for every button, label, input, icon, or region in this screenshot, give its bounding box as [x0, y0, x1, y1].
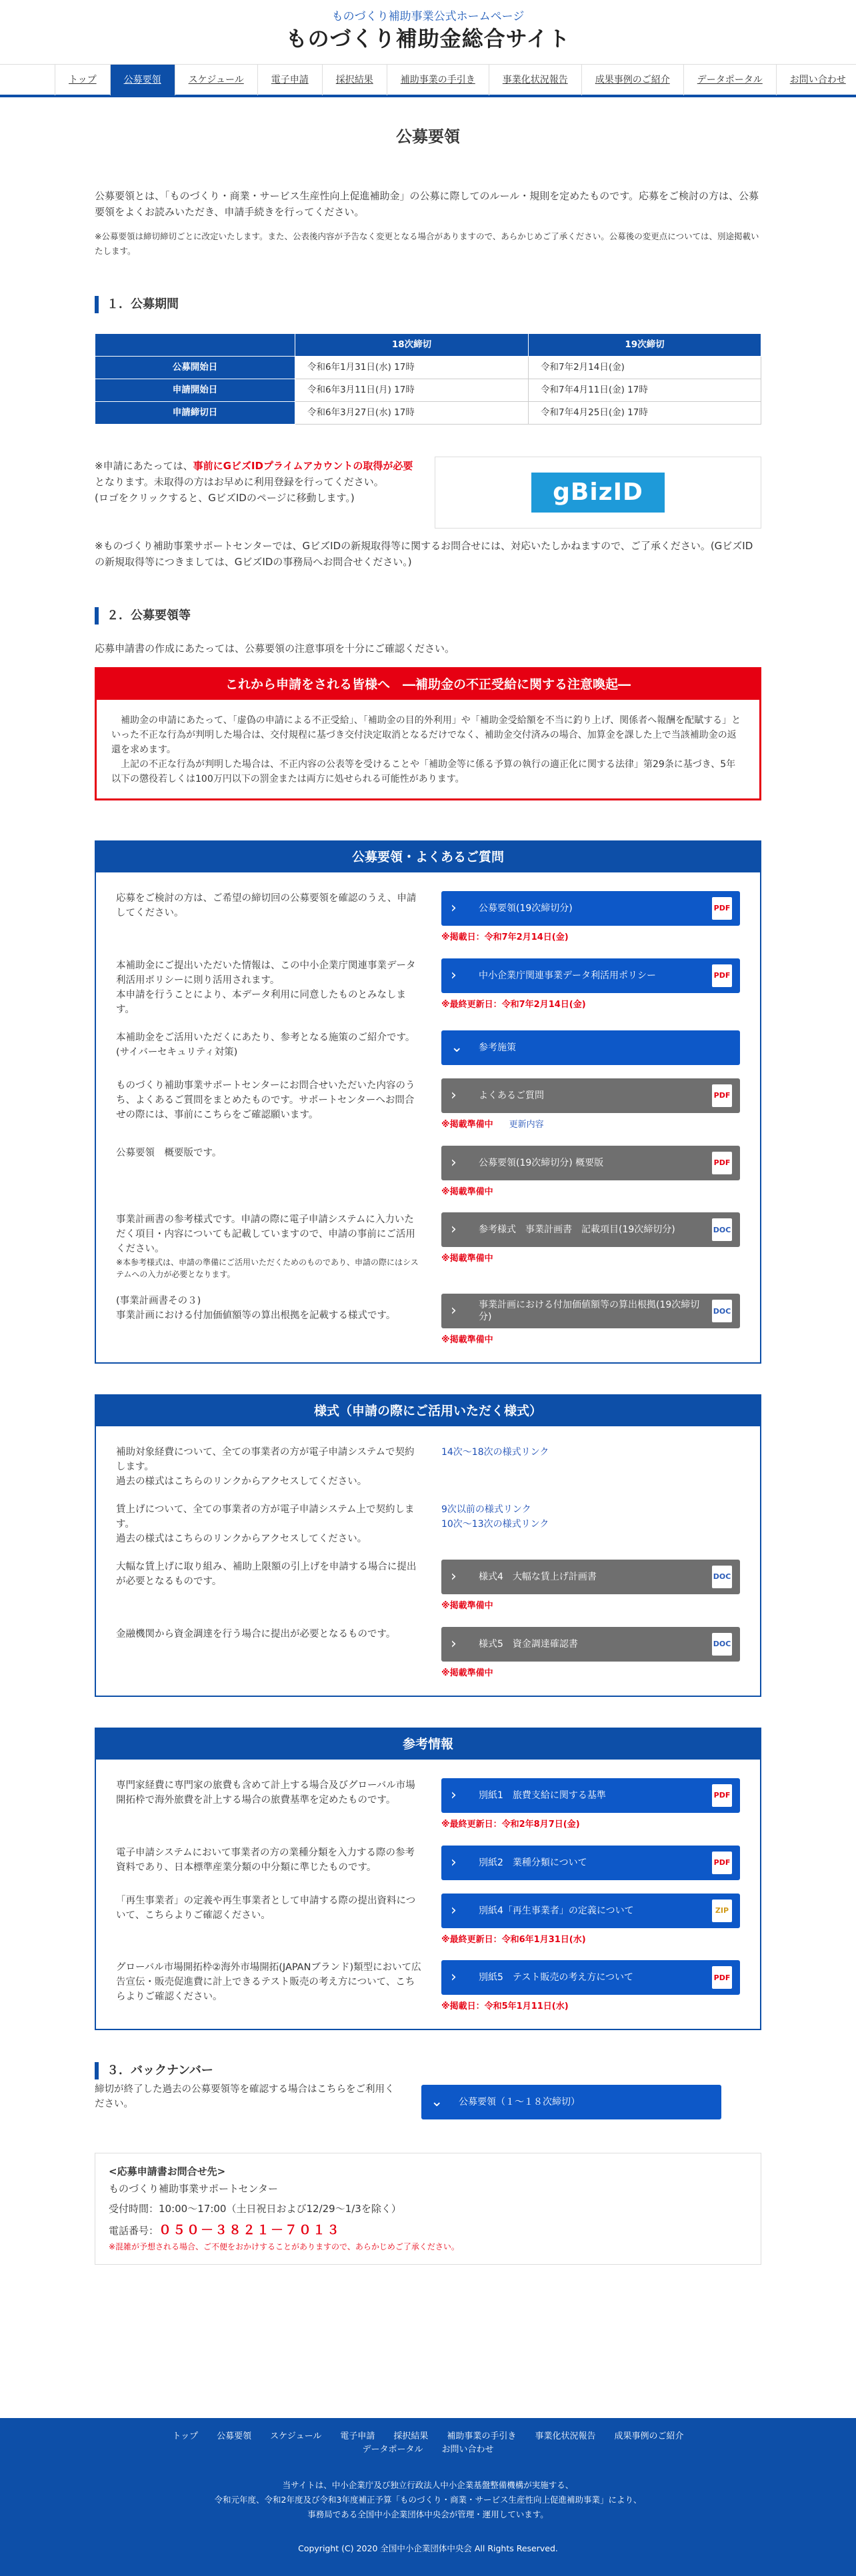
- period-col-18: 18次締切: [295, 334, 529, 357]
- button-label: 参考様式 事業計画書 記載項目(19次締切分): [478, 1224, 675, 1236]
- document-button[interactable]: [441, 1894, 740, 1928]
- nav-item[interactable]: 電子申請: [257, 65, 322, 95]
- nav-item[interactable]: 採択結果: [322, 65, 387, 95]
- nav-item[interactable]: 成果事例のご紹介: [581, 65, 683, 95]
- posting-note: [441, 1118, 740, 1132]
- row-description: [116, 1560, 428, 1614]
- document-button[interactable]: [441, 1146, 740, 1180]
- panel-row: [116, 1146, 740, 1200]
- footer-nav: [0, 2430, 856, 2457]
- chevron-down-icon: ⌄: [431, 2093, 443, 2111]
- contact-title: <応募申請書お問合せ先>: [109, 2165, 226, 2178]
- row-actions: [441, 1146, 740, 1200]
- posting-note-text: ※掲載日：令和7年2月14日(金): [441, 932, 569, 942]
- posting-note: [441, 931, 740, 945]
- button-label: 別紙1 旅費支給に関する基準: [478, 1790, 606, 1801]
- panel-row: [116, 1894, 740, 1947]
- form-link[interactable]: 10次〜13次の様式リンク: [441, 1519, 549, 1530]
- footer-nav-link[interactable]: 公募要領: [217, 2431, 252, 2441]
- gbiz-emphasis: 事前にGビズIDプライムアカウントの取得が必要: [193, 460, 413, 472]
- faq-panel-title: 公募要領・よくあるご質問: [96, 842, 760, 872]
- row-description: [116, 1212, 428, 1280]
- pdf-file-icon: PDF: [712, 964, 732, 987]
- description-text: (事業計画書その３) 事業計画における付加価値額等の算出根拠を記載する様式です。: [116, 1296, 396, 1322]
- doc-file-icon: DOC: [712, 1566, 732, 1588]
- pdf-file-icon: PDF: [712, 1152, 732, 1174]
- description-text: 本補助金にご提出いただいた情報は、この中小企業庁関連事業データ利活用ポリシーに則り活用されます。 本申請を行うことにより、本データ利用に同意したものとみなします。: [116, 960, 416, 1015]
- chevron-right-icon: ›: [450, 1302, 457, 1320]
- posting-note-text: ※最終更新日：令和7年2月14日(金): [441, 999, 586, 1010]
- caution-box: [95, 667, 761, 800]
- panel-row: [116, 1445, 740, 1489]
- button-label: 中小企業庁関連事業データ利活用ポリシー: [478, 970, 656, 981]
- table-cell: 令和7年4月25日(金) 17時: [529, 402, 761, 425]
- table-row: [95, 379, 761, 402]
- posting-note: [441, 1933, 740, 1947]
- caution-title: これから申請をされる皆様へ ―補助金の不正受給に関する注意喚起―: [97, 669, 759, 700]
- table-cell: 令和6年3月11日(月) 17時: [295, 379, 529, 402]
- panel-row: [116, 1846, 740, 1880]
- panel-row: [116, 1078, 740, 1132]
- posting-note-text: ※掲載準備中: [441, 1186, 493, 1197]
- nav-item[interactable]: トップ: [55, 65, 110, 95]
- panel-row: [116, 1212, 740, 1280]
- chevron-right-icon: ›: [450, 900, 457, 916]
- row-description: [116, 1846, 428, 1880]
- ref-panel-title: 参考情報: [96, 1729, 760, 1760]
- panel-row: [116, 1960, 740, 2014]
- row-actions: [441, 1078, 740, 1132]
- row-actions: [441, 958, 740, 1017]
- site-header: [0, 0, 856, 64]
- posting-note-text: ※掲載準備中: [441, 1119, 493, 1130]
- chevron-right-icon: ›: [450, 1969, 457, 1986]
- row-description: [116, 1894, 428, 1947]
- button-label: 別紙2 業種分類について: [478, 1857, 587, 1868]
- chevron-right-icon: ›: [450, 1086, 457, 1104]
- posting-note-text: ※掲載準備中: [441, 1254, 493, 1264]
- row-description: [116, 1960, 428, 2014]
- posting-note-text: ※掲載準備中: [441, 1668, 493, 1678]
- update-link[interactable]: 更新内容: [509, 1119, 544, 1130]
- button-label: 公募要領(19次締切分) 概要版: [478, 1157, 604, 1168]
- document-button[interactable]: [441, 1030, 740, 1065]
- chevron-right-icon: ›: [450, 1902, 457, 1919]
- panel-row: [116, 1560, 740, 1614]
- row-label: 申請締切日: [95, 402, 295, 425]
- row-actions: [441, 1294, 740, 1348]
- document-button[interactable]: [441, 1778, 740, 1813]
- notes-heading: ２．公募要領等: [95, 607, 761, 625]
- chevron-right-icon: ›: [450, 966, 457, 984]
- row-actions: [441, 1894, 740, 1947]
- row-label: 公募開始日: [95, 357, 295, 379]
- posting-note-text: ※最終更新日：令和6年1月31日(水): [441, 1934, 586, 1945]
- description-text: グローバル市場開拓枠②海外市場開拓(JAPANブランド)類型において広告宣伝・販売促進費に計上できるテスト販売の考え方について、こちらよりご確認ください。: [116, 1962, 421, 2003]
- period-table: [95, 333, 761, 425]
- pdf-file-icon: PDF: [712, 897, 732, 920]
- description-text: 本補助金をご活用いただくにあたり、参考となる施策のご紹介です。(サイバーセキュリティ対策): [116, 1032, 415, 1058]
- posting-note: [441, 1334, 740, 1348]
- button-label: 事業計画における付加価値額等の算出根拠(19次締切分): [478, 1300, 700, 1323]
- document-button[interactable]: [441, 891, 740, 926]
- tel-number[interactable]: ０５０－３８２１－７０１３: [159, 2223, 341, 2238]
- table-row: [95, 402, 761, 425]
- forms-panel-title: 様式（申請の際にご活用いただく様式）: [96, 1396, 760, 1426]
- row-actions: [441, 1560, 740, 1614]
- table-cell: 令和6年1月31日(水) 17時: [295, 357, 529, 379]
- document-button[interactable]: [441, 1078, 740, 1113]
- pdf-file-icon: PDF: [712, 1784, 732, 1807]
- footer-nav-link[interactable]: トップ: [172, 2431, 199, 2441]
- footer-nav-link[interactable]: 採択結果: [393, 2431, 429, 2441]
- chevron-right-icon: ›: [450, 1568, 457, 1586]
- document-button[interactable]: [441, 1846, 740, 1880]
- row-description: [116, 958, 428, 1017]
- copyright: Copyright (C) 2020 全国中小企業団体中央会 All Rights Reserved.: [298, 2543, 558, 2553]
- description-text: 事業計画書の参考様式です。申請の際に電子申請システムに入力いただく項目・内容についても記載していますので、申請の事前にご活用ください。: [116, 1214, 415, 1255]
- gbiz-logo-box[interactable]: [435, 457, 761, 529]
- description-text: 応募をご検討の方は、ご希望の締切回の公募要領を確認のうえ、申請してください。: [116, 893, 417, 918]
- global-nav: [0, 64, 856, 97]
- description-text: 大幅な賃上げに取り組み、補助上限額の引上げを申請する場合に提出が必要となるものです。: [116, 1562, 417, 1588]
- nav-item[interactable]: 公募要領: [110, 65, 175, 95]
- nav-item[interactable]: スケジュール: [175, 65, 257, 95]
- form-link[interactable]: 9次以前の様式リンク: [441, 1504, 531, 1516]
- doc-file-icon: DOC: [712, 1300, 732, 1322]
- description-text: 「再生事業者」の定義や再生事業者として申請する際の提出資料について、こちらよりご確認ください。: [116, 1895, 416, 1921]
- chevron-right-icon: ›: [450, 1635, 457, 1652]
- row-actions: [441, 891, 740, 945]
- posting-note: [441, 1667, 740, 1681]
- nav-item[interactable]: お問い合わせ: [776, 65, 856, 95]
- tel-note: ※混雑が予想される場合、ご不便をおかけすることがありますので、あらかじめご了承ください。: [109, 2242, 459, 2252]
- posting-note: [441, 1186, 740, 1200]
- footer-nav-link[interactable]: スケジュール: [270, 2431, 322, 2441]
- posting-note-text: ※掲載準備中: [441, 1601, 493, 1612]
- row-actions: [441, 1627, 740, 1681]
- footer-nav-link[interactable]: 電子申請: [340, 2431, 375, 2441]
- contact-hours: 受付時間：10:00〜17:00（土日祝日および12/29〜1/3を除く）: [109, 2203, 401, 2215]
- posting-note-text: ※掲載準備中: [441, 1335, 493, 1346]
- row-description: [116, 1030, 428, 1065]
- period-col-19: 19次締切: [529, 334, 761, 357]
- footer-nav-link[interactable]: データポータル: [362, 2445, 423, 2455]
- document-button[interactable]: [441, 1960, 740, 1995]
- row-description: [116, 1502, 428, 1546]
- posting-note: [441, 1252, 740, 1266]
- description-text: 賃上げについて、全ての事業者の方が電子申請システム上で契約します。 過去の様式はこちらのリンクからアクセスしてください。: [116, 1504, 415, 1545]
- footer-nav-link[interactable]: お問い合わせ: [441, 2445, 494, 2455]
- faq-panel: [95, 840, 761, 1364]
- footer-line: 事務局である全国中小企業団体中央会が管理・運用しています。: [307, 2509, 549, 2519]
- doc-file-icon: DOC: [712, 1633, 732, 1656]
- button-label: 様式4 大幅な賃上げ計画書: [478, 1572, 597, 1583]
- gbizid-logo[interactable]: gBizID: [531, 473, 665, 513]
- main-content: [95, 124, 761, 2265]
- button-label: 別紙5 テスト販売の考え方について: [478, 1972, 634, 1983]
- posting-note-text: ※掲載日：令和5年1月11日(水): [441, 2001, 569, 2012]
- row-description: [116, 1294, 428, 1348]
- form-link[interactable]: 14次〜18次の様式リンク: [441, 1447, 549, 1458]
- posting-note: [441, 1818, 740, 1832]
- posting-note: [441, 998, 740, 1012]
- panel-row: [116, 1294, 740, 1348]
- panel-row: [116, 1627, 740, 1681]
- backnumber-heading: ３．バックナンバー: [95, 2062, 761, 2079]
- button-label: 公募要領(19次締切分): [478, 903, 573, 914]
- button-label: 参考施策: [478, 1042, 516, 1053]
- table-cell: 令和6年3月27日(水) 17時: [295, 402, 529, 425]
- row-actions: [441, 1960, 740, 2014]
- panel-row: [116, 1502, 740, 1546]
- site-footer: [0, 2418, 856, 2576]
- row-actions: [441, 1778, 740, 1832]
- row-label: 申請開始日: [95, 379, 295, 402]
- chevron-right-icon: ›: [450, 1786, 457, 1804]
- zip-file-icon: ZIP: [712, 1900, 732, 1922]
- backnumber-button[interactable]: [421, 2085, 721, 2119]
- document-button[interactable]: [441, 1212, 740, 1247]
- backnumber-desc: 締切が終了した過去の公募要領等を確認する場合はこちらをご利用ください。: [95, 2084, 395, 2110]
- description-text: ものづくり補助事業サポートセンターにお問合せいただいた内容のうち、よくあるご質問をまとめたものです。サポートセンターへお問合せの際には、事前にこちらをご確認願います。: [116, 1080, 415, 1120]
- nav-item[interactable]: データポータル: [683, 65, 776, 95]
- panel-row: [116, 1030, 740, 1065]
- pdf-file-icon: PDF: [712, 1966, 732, 1989]
- gbiz-prefix: ※申請にあたっては、: [95, 460, 193, 472]
- posting-note-text: ※最終更新日：令和2年8月7日(金): [441, 1819, 580, 1830]
- intro-text: 公募要領とは、「ものづくり・商業・サービス生産性向上促進補助金」の公募に際してのルール・規則を定めたものです。応募をご検討の方は、公募要領をよくお読みいただき、申請手続きを行ってください。: [95, 190, 759, 218]
- nav-item[interactable]: 補助事業の手引き: [387, 65, 489, 95]
- row-actions: [441, 1030, 740, 1065]
- footer-line: 当サイトは、中小企業庁及び独立行政法人中小企業基盤整備機構が実施する、: [282, 2480, 574, 2490]
- notes-lead: 応募申請書の作成にあたっては、公募要領の注意事項を十分にご確認ください。: [95, 643, 455, 654]
- row-actions: [441, 1502, 740, 1546]
- contact-tel: [109, 2220, 747, 2241]
- posting-note: [441, 2000, 740, 2014]
- caution-body: [97, 700, 759, 798]
- row-actions: [441, 1445, 740, 1489]
- gbiz-note: ※ものづくり補助事業サポートセンターでは、GビズIDの新規取得等に関するお問合せには、対応いたしかねますので、ご了承ください。(GビズIDの新規取得等につきましては、GビズIDの事務局へお問合せください。): [95, 540, 753, 568]
- posting-note: [441, 1600, 740, 1614]
- panel-row: [116, 1778, 740, 1832]
- contact-name: ものづくり補助事業サポートセンター: [109, 2183, 278, 2195]
- row-description: [116, 891, 428, 945]
- period-heading: １．公募期間: [95, 296, 761, 313]
- gbiz-suffix: となります。未取得の方はお早めに利用登録を行ってください。: [95, 476, 384, 488]
- document-button[interactable]: [441, 1627, 740, 1662]
- site-title[interactable]: ものづくり補助金総合サイト: [285, 26, 571, 51]
- description-text: 専門家経費に専門家の旅費も含めて計上する場合及びグローバル市場開拓枠で海外旅費を計上する場合の旅費基準を定めたものです。: [116, 1780, 415, 1806]
- panel-row: [116, 958, 740, 1017]
- row-description: [116, 1778, 428, 1832]
- button-label: 公募要領（１〜１８次締切）: [459, 2097, 580, 2108]
- nav-item[interactable]: 事業化状況報告: [489, 65, 581, 95]
- row-actions: [441, 1212, 740, 1280]
- caution-paragraph: 補助金の申請にあたって、「虚偽の申請による不正受給」、「補助金の目的外利用」や「補助金受給額を不当に釣り上げ、関係者へ報酬を配賦する」といった不正な行為が判明した場合は、交付規程に基づき交付決定取消となるだけでなく、補助金交付済みの場合、加算金を課した上で当該補助金の返還を求めます。: [111, 715, 741, 755]
- row-description: [116, 1445, 428, 1489]
- document-button[interactable]: [441, 958, 740, 993]
- row-description: [116, 1627, 428, 1681]
- button-label: 様式5 資金調達確認書: [478, 1638, 578, 1650]
- document-button[interactable]: [441, 1294, 740, 1328]
- description-text: 金融機関から資金調達を行う場合に提出が必要となるものです。: [116, 1628, 396, 1640]
- description-text: 補助対象経費について、全ての事業者の方が電子申請システムで契約します。 過去の様式はこちらのリンクからアクセスしてください。: [116, 1447, 415, 1488]
- chevron-right-icon: ›: [450, 1221, 457, 1238]
- pdf-file-icon: PDF: [712, 1084, 732, 1107]
- row-description: [116, 1078, 428, 1132]
- page-title: 公募要領: [396, 127, 460, 146]
- chevron-down-icon: ⌄: [450, 1038, 463, 1056]
- contact-box: [95, 2153, 761, 2265]
- footer-nav-link[interactable]: 事業化状況報告: [535, 2431, 596, 2441]
- document-button[interactable]: [441, 1560, 740, 1594]
- description-text: 電子申請システムにおいて事業者の方の業種分類を入力する際の参考資料であり、日本標準産業分類の中分類に準じたものです。: [116, 1847, 415, 1873]
- backnumber-row: [95, 2082, 761, 2119]
- footer-line: 令和元年度、令和2年度及び令和3年度補正予算「ものづくり・商業・サービス生産性向上促進補助事業」により、: [214, 2495, 642, 2505]
- table-cell: 令和7年2月14日(金): [529, 357, 761, 379]
- gbiz-text: [95, 457, 421, 529]
- description-text: 公募要領 概要版です。: [116, 1147, 222, 1158]
- ref-panel: [95, 1728, 761, 2030]
- footer-nav-link[interactable]: 成果事例のご紹介: [614, 2431, 684, 2441]
- button-label: よくあるご質問: [478, 1090, 544, 1101]
- description-note: ※本参考様式は、申請の準備にご活用いただくためのものであり、申請の際にはシステムへの入力が必要となります。: [116, 1258, 419, 1280]
- footer-nav-link[interactable]: 補助事業の手引き: [447, 2431, 517, 2441]
- forms-panel: [95, 1394, 761, 1697]
- footer-text: [0, 2478, 856, 2522]
- gbiz-section: [95, 457, 761, 529]
- table-row: [95, 357, 761, 379]
- row-description: [116, 1146, 428, 1200]
- site-subtitle: ものづくり補助事業公式ホームページ: [331, 10, 525, 23]
- button-label: 別紙4「再生事業者」の定義について: [478, 1905, 634, 1916]
- gbiz-line2: (ロゴをクリックすると、GビズIDのページに移動します。): [95, 492, 355, 504]
- tel-label: 電話番号：: [109, 2225, 159, 2237]
- chevron-right-icon: ›: [450, 1854, 457, 1871]
- pdf-file-icon: PDF: [712, 1852, 732, 1874]
- doc-file-icon: DOC: [712, 1218, 732, 1241]
- table-cell: 令和7年4月11日(金) 17時: [529, 379, 761, 402]
- caution-paragraph: 上記の不正な行為が判明した場合は、不正内容の公表等を受けることや「補助金等に係る予算の執行の適正化に関する法律」第29条に基づき、5年以下の懲役若しくは100万円以下の罰金または両方に処せられる可能性があります。: [111, 759, 736, 784]
- period-header-blank: [95, 334, 295, 357]
- chevron-right-icon: ›: [450, 1154, 457, 1171]
- panel-row: [116, 891, 740, 945]
- row-actions: [441, 1846, 740, 1880]
- intro-note: ※公募要領は締切締切ごとに改定いたします。また、公表後内容が予告なく変更となる場合がありますので、あらかじめご了承ください。公募後の変更点については、別途掲載いたします。: [95, 231, 759, 256]
